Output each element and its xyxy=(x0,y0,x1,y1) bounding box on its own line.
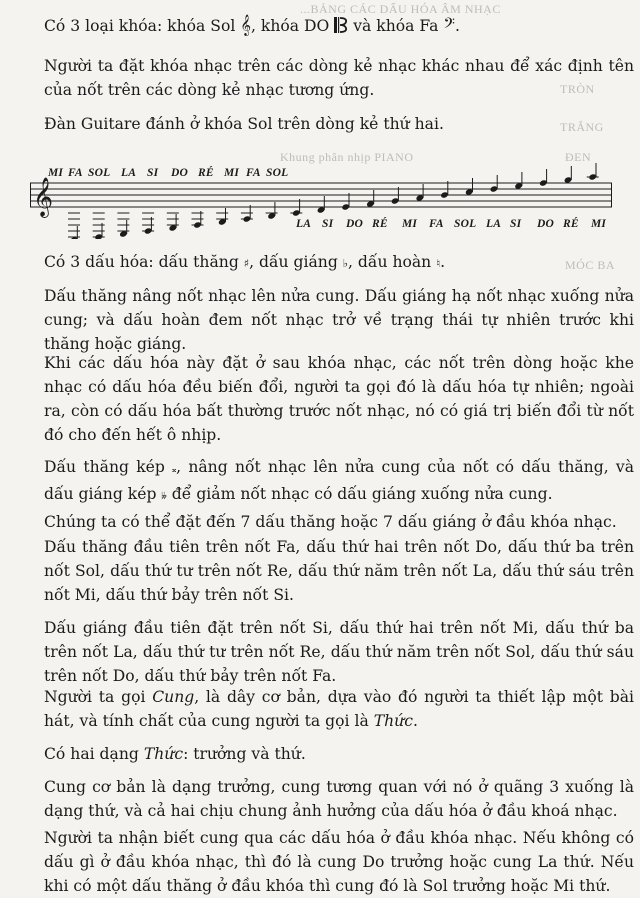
clefs-text-c: và khóa Fa xyxy=(348,17,444,35)
acc-text-a: Có 3 dấu hóa: dấu thăng xyxy=(44,253,244,271)
key-text-a: Người ta gọi xyxy=(44,688,153,706)
lower-note-label: DO xyxy=(346,218,364,230)
paragraph-double-accidentals xyxy=(44,455,634,509)
paragraph-mode-types xyxy=(44,742,634,766)
paragraph-relative-keys: Cung cơ bản là dạng trưởng, cung tương quan với nó ở quãng 3 xuống là dạng thứ, và cả hai chịu chung ảnh hưởng của dấu hóa ở đầu khoá nhạc. xyxy=(44,778,634,820)
bass-clef-icon: 𝄢 xyxy=(443,15,455,36)
upper-note-label: SOL xyxy=(266,167,289,179)
treble-clef-icon: 𝄞 xyxy=(240,15,251,36)
paragraph-sharp-order: Dấu thăng đầu tiên trên nốt Fa, dấu thứ hai trên nốt Do, dấu thứ ba trên nốt Sol, dấu thứ tư trên nốt Re, dấu thứ năm trên nốt La, dấu thứ sáu trên nốt Mi, dấu thứ bảy trên nốt Si. xyxy=(44,538,634,604)
key-text-c: , là dây cơ bản, dựa vào đó người ta thiết lập một bài hát, và tính chất của cung người ta gọi là xyxy=(44,688,634,730)
upper-note-label: SI xyxy=(147,167,159,179)
music-staff-figure xyxy=(30,163,620,239)
mode-text-c: : trưởng và thứ. xyxy=(183,745,306,763)
lower-note-label: DO xyxy=(537,218,555,230)
lower-note-label: LA xyxy=(486,218,502,230)
clefs-text-d: . xyxy=(455,17,460,35)
upper-note-label: LA xyxy=(121,167,137,179)
key-term-thuc: Thức xyxy=(373,712,413,730)
flat-icon: ♭ xyxy=(342,257,348,270)
key-term-cung: Cung xyxy=(152,688,195,706)
upper-note-label: DO xyxy=(171,167,189,179)
accidentals-paragraph xyxy=(44,250,634,276)
paragraph-flat-order: Dấu giáng đầu tiên đặt trên nốt Si, dấu thứ hai trên nốt Mi, dấu thứ ba trên nốt La, dấu thứ tư trên nốt Re, dấu thứ năm trên nốt Sol, dấu thứ sáu trên nốt Do, dấu thứ bảy trên nốt Fa. xyxy=(44,619,634,685)
double-sharp-icon: 𝄪 xyxy=(172,465,177,475)
acc-text-c: , dấu hoàn xyxy=(348,253,437,271)
upper-note-label: FA xyxy=(68,167,83,179)
alto-clef-icon xyxy=(334,16,348,32)
double-flat-icon: 𝄫 xyxy=(161,492,167,502)
acc-text-d: . xyxy=(440,253,446,271)
paragraph-key-signature: Khi các dấu hóa này đặt ở sau khóa nhạc, các nốt trên dòng hoặc khe nhạc có dấu hóa đều biến đổi, người ta gọi đó là dấu hóa tự nhiên; ngoài ra, còn có dấu hóa bất thường trước nốt nhạc, nó có giá trị biến đổi từ nốt đó cho đến hết ô nhịp. xyxy=(44,354,634,444)
upper-note-label: FA xyxy=(246,167,261,179)
lower-note-label: SI xyxy=(322,218,334,230)
lower-note-label: SI xyxy=(510,218,522,230)
paragraph-accidentals-effect: Dấu thăng nâng nốt nhạc lên nửa cung. Dấu giáng hạ nốt nhạc xuống nửa cung; và dấu hoàn đem nốt nhạc trở về trạng thái tự nhiên trước khi thăng hoặc giáng. xyxy=(44,287,634,353)
lower-note-label: MI xyxy=(402,218,418,230)
paragraph-key-definition xyxy=(44,685,634,733)
mode-term-thuc: Thức xyxy=(143,745,184,763)
upper-note-label: MI xyxy=(48,167,64,179)
double-text-c: để giảm nốt nhạc có dấu giáng xuống nửa cung. xyxy=(166,485,553,503)
upper-note-label: MI xyxy=(224,167,240,179)
double-text-a: Dấu thăng kép xyxy=(44,458,173,476)
double-text-b: , nâng nốt nhạc lên nửa cung của nốt có dấu thăng, và dấu giáng kép xyxy=(44,458,634,503)
lower-note-label: SOL xyxy=(454,218,477,230)
bleed-through-text: MÓC BA xyxy=(565,258,616,272)
mode-text-a: Có hai dạng xyxy=(44,745,144,763)
bleed-through-text: TRÒN xyxy=(560,82,595,96)
bleed-through-text: ĐEN xyxy=(565,150,592,164)
lower-note-label: RÉ xyxy=(372,218,388,230)
staff-treble-clef-icon: 𝄞 xyxy=(33,177,54,217)
upper-note-label: RÉ xyxy=(198,167,214,179)
natural-icon: ♮ xyxy=(436,257,441,270)
lower-note-label: MI xyxy=(591,218,607,230)
clefs-text-a: Có 3 loại khóa: khóa Sol xyxy=(44,17,241,35)
lower-note-label: RÉ xyxy=(563,218,579,230)
lower-note-label: LA xyxy=(296,218,312,230)
upper-note-label: SOL xyxy=(88,167,111,179)
clefs-text-b: , khóa DO xyxy=(250,17,335,35)
clefs-paragraph xyxy=(44,14,634,38)
paragraph-clef-position: Người ta đặt khóa nhạc trên các dòng kẻ nhạc khác nhau để xác định tên của nốt trên các dòng kẻ nhạc tương ứng. xyxy=(44,57,634,99)
bleed-through-text: TRẮNG xyxy=(560,120,604,134)
paragraph-seven-accidentals: Chúng ta có thể đặt đến 7 dấu thăng hoặc 7 dấu giáng ở đầu khóa nhạc. xyxy=(44,513,617,531)
key-text-e: . xyxy=(412,712,418,730)
acc-text-b: , dấu giáng xyxy=(249,253,343,271)
bleed-through-text: ...BẢNG CÁC DẤU HÓA ÂM NHẠC xyxy=(300,2,501,16)
sharp-icon: ♯ xyxy=(243,257,250,270)
lower-note-label: FA xyxy=(429,218,444,230)
bleed-through-text: Khung phân nhịp PIANO xyxy=(280,150,414,164)
paragraph-guitar-clef: Đàn Guitare đánh ở khóa Sol trên dòng kẻ thứ hai. xyxy=(44,115,444,133)
paragraph-key-recognition: Người ta nhận biết cung qua các dấu hóa ở đầu khóa nhạc. Nếu không có dấu gì ở đầu khóa nhạc, thì đó là cung Do trưởng hoặc cung La thứ. Nếu khi có một dấu thăng ở đầu khóa thì cung đó là Sol trưởng hoặc Mi thứ. xyxy=(44,829,634,895)
